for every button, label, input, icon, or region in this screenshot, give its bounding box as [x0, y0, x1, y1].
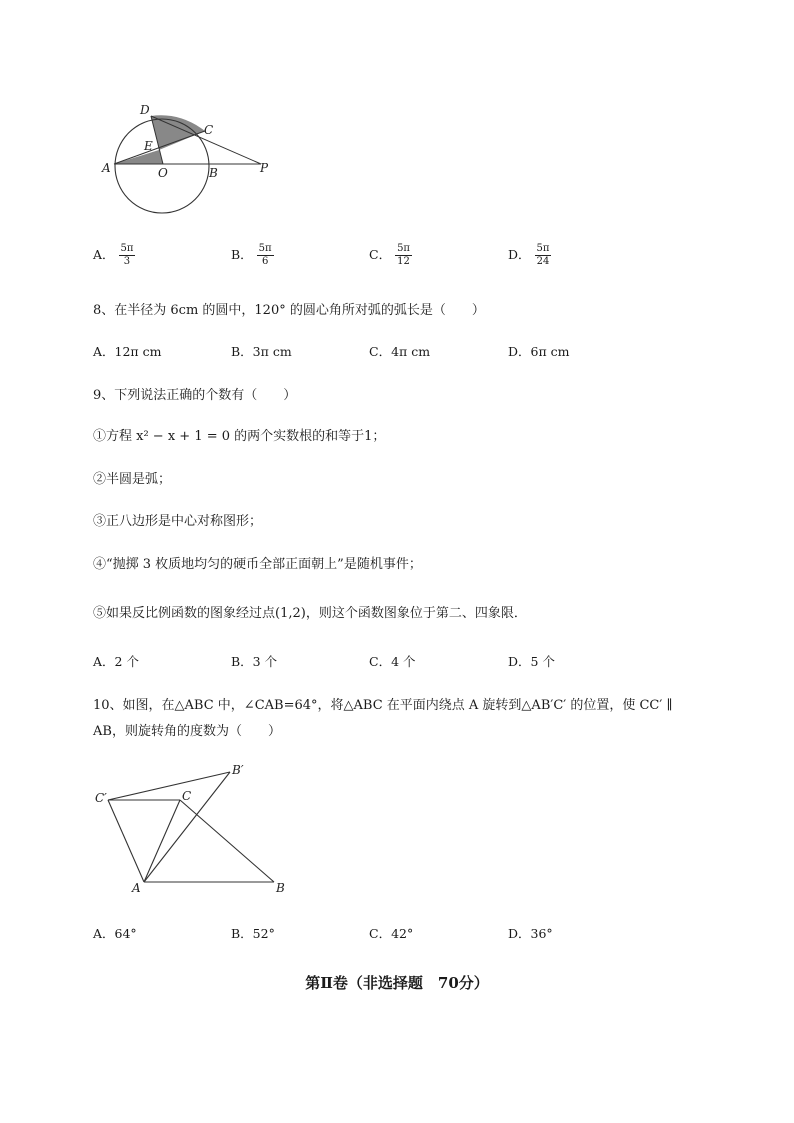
- q7-label-a: A: [102, 161, 111, 175]
- q7-figure: [96, 98, 286, 220]
- q10-label-c: C: [182, 789, 192, 803]
- q7-option-fraction: $\frac{5\pi}{24}$: [536, 243, 550, 267]
- q7-label-e: E: [144, 139, 153, 153]
- q9-item-1: ①方程 x² − x + 1 = 0 的两个实数根的和等于1；: [93, 429, 386, 444]
- section-title: 第Ⅱ卷（非选择题 70分）: [305, 974, 489, 992]
- q9-item-4: ④“抛掷 3 枚质地均匀的硬币全部正面朝上”是随机事件；: [93, 557, 422, 572]
- q7-option-letter: A．: [93, 247, 115, 262]
- q7-option-d[interactable]: [508, 243, 551, 268]
- q7-option-letter: D．: [508, 247, 531, 262]
- q8-stem: 8、在半径为 6cm 的圆中，120° 的圆心角所对弧的弧长是（ ）: [93, 303, 485, 318]
- q7-option-letter: B．: [231, 247, 253, 262]
- q9-option-a[interactable]: A．2 个: [93, 654, 139, 669]
- q7-label-p: P: [260, 161, 269, 175]
- q10-figure: [90, 760, 295, 896]
- q9-option-c[interactable]: C．4 个: [369, 654, 416, 669]
- q10-option-c[interactable]: C．42°: [369, 926, 414, 941]
- q9-option-d[interactable]: D．5 个: [508, 654, 555, 669]
- q10-label-a: A: [132, 881, 141, 895]
- q9-item-3: ③正八边形是中心对称图形；: [93, 514, 263, 529]
- q8-option-b[interactable]: B．3π cm: [231, 344, 292, 359]
- q7-option-b[interactable]: [231, 243, 274, 268]
- q10-label-b-prime: B′: [232, 763, 244, 777]
- q10-option-b[interactable]: B．52°: [231, 926, 275, 941]
- q10-label-c-prime: C′: [95, 791, 107, 805]
- q7-option-fraction: $\frac{5\pi}{6}$: [258, 243, 272, 267]
- q9-option-b[interactable]: B．3 个: [231, 654, 278, 669]
- q10-option-a[interactable]: A．64°: [93, 926, 137, 941]
- q8-option-a[interactable]: A．12π cm: [93, 344, 162, 359]
- q9-stem: 9、下列说法正确的个数有（ ）: [93, 388, 297, 403]
- q8-option-c[interactable]: C．4π cm: [369, 344, 431, 359]
- q8-option-d[interactable]: D．6π cm: [508, 344, 570, 359]
- q9-item-5: ⑤如果反比例函数的图象经过点(1,2)，则这个函数图象位于第二、四象限．: [93, 606, 527, 621]
- q7-option-fraction: $\frac{5\pi}{12}$: [397, 243, 410, 267]
- q7-option-letter: C．: [369, 247, 392, 262]
- q7-option-a[interactable]: [93, 243, 135, 268]
- q7-shaded-segment: [151, 115, 205, 150]
- q7-shaded-triangle: [114, 150, 163, 164]
- q7-label-c: C: [204, 123, 214, 137]
- q10-label-b: B: [276, 881, 285, 895]
- q10-stem-line2: AB，则旋转角的度数为（ ）: [93, 724, 281, 739]
- q10-stem-line1: 10、如图，在△ABC 中，∠CAB=64°，将△ABC 在平面内绕点 A 旋转到△AB′C′ 的位置，使 CC′ ∥: [93, 698, 673, 713]
- q7-option-c[interactable]: [369, 243, 412, 268]
- q7-label-d: D: [140, 103, 150, 117]
- q7-label-b: B: [209, 166, 218, 180]
- q7-option-fraction: $\frac{5\pi}{3}$: [120, 243, 134, 267]
- q10-option-d[interactable]: D．36°: [508, 926, 553, 941]
- q9-item-2: ②半圆是弧；: [93, 472, 172, 487]
- q7-label-o: O: [158, 166, 168, 180]
